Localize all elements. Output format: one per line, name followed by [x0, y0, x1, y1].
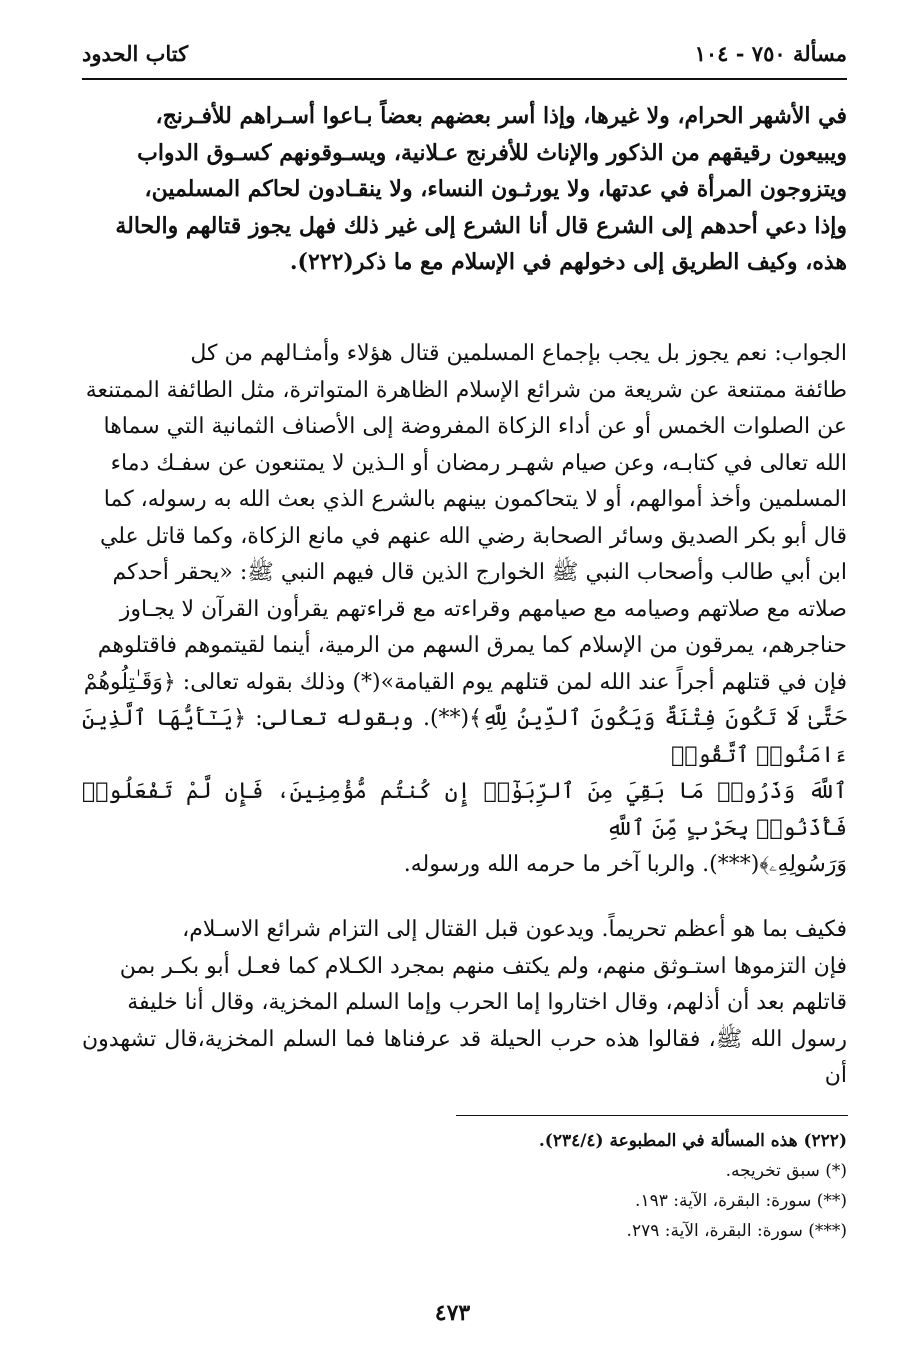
- text-line: في الأشهر الحرام، ولا غيرها، وإذا أسر بعضهم بعضاً بـاعوا أسـراهم للأفـرنج،: [155, 103, 847, 129]
- text-line: عن الصلوات الخمس أو عن أداء الزكاة المفروضة إلى الأصناف الثمانية التي سماها: [103, 414, 847, 439]
- header-issue-number: مسألة ٧٥٠ - ١٠٤: [694, 40, 847, 66]
- text-line: صلاته مع صلاتهم وصيامه مع صيامهم وقراءته مع قراءتهم يقرأون القرآن لا يجـاوز: [119, 596, 847, 622]
- text-line: المسلمين وأخذ أموالهم، أو لا يتحاكمون بينهم بالشرع الذي بعث الله به رسوله، كما: [103, 487, 847, 512]
- text-line: وَرَسُولِهِۦ﴾(***). والربا آخر ما حرمه الله ورسوله.: [403, 852, 847, 877]
- text-line: فكيف بما هو أعظم تحريماً. ويدعون قبل القتال إلى التزام شرائع الاسـلام،: [182, 917, 847, 942]
- text-line: الجواب: نعم يجوز بل يجب بإجماع المسلمين قتال هؤلاء وأمثـالهم من كل: [190, 341, 847, 366]
- footnote-item: (*) سبق تخريجه.: [725, 1161, 847, 1181]
- text-line: حناجرهم، يمرقون من الإسلام كما يمرق السهم من الرمية، أينما لقيتموهم فاقتلوهم: [97, 633, 847, 658]
- footnote-item: (**) سورة: البقرة، الآية: ١٩٣.: [635, 1191, 847, 1211]
- running-header: [82, 36, 847, 70]
- text-line: ابن أبي طالب وأصحاب النبي ﷺ الخوارج الذين قال فيهم النبي ﷺ: «يحقر أحدكم: [112, 560, 847, 585]
- text-line: ٱللَّهَ وَذَرُوا۟ مَا بَقِيَ مِنَ ٱلرِّبَوٰٓا۟ إِن كُنتُم مُّؤْمِنِينَ، فَإِن لَّمْ تَفْعَلُوا۟ فَأْذَنُوا۟ بِحَرْبٍ مِّنَ ٱللَّهِ: [82, 779, 847, 841]
- text-line: هذه، وكيف الطريق إلى دخولهم في الإسلام مع ما ذكر(٢٢٢).: [289, 249, 847, 275]
- header-divider: [82, 78, 847, 80]
- text-line: ويبيعون رقيقهم من الذكور والإناث للأفرنج عـلانية، ويسـوقونهم كسـوق الدواب: [137, 139, 847, 166]
- header-book-title: كتاب الحدود: [82, 40, 189, 66]
- text-line: حَتَّىٰ لَا تَكُونَ فِتْنَةٌ وَيَكُونَ ٱلدِّينُ لِلَّهِ﴾(**). وبقوله تعالى: ﴿يَـٰٓأَيُّهَا ٱلَّذِينَ ءَامَنُوا۟ ٱتَّقُوا۟: [82, 706, 847, 768]
- text-line: طائفة ممتنعة عن شريعة من شرائع الإسلام الظاهرة المتواترة، مثل الطائفة الممتنعة: [85, 377, 847, 403]
- text-line: رسول الله ﷺ، فقالوا هذه حرب الحيلة قد عرفناها فما السلم المخزية،قال تشهدون أن: [82, 1026, 847, 1088]
- continuation-paragraph: [82, 912, 847, 1095]
- text-line: قاتلهم بعد أن أذلهم، وقال اختاروا إما الحرب وإما السلم المخزية، وقال أنا خليفة: [127, 990, 847, 1015]
- text-line: ويتزوجون المرأة في عدتها، ولا يورثـون النساء، ولا ينقـادون لحاكم المسلمين،: [144, 176, 847, 202]
- page-number: ٤٧٣: [434, 1300, 471, 1326]
- text-line: فإن في قتلهم أجراً عند الله لمن قتلهم يوم القيامة»(*) وذلك بقوله تعالى: ﴿وَقَـٰتِلُوهُمْ: [83, 669, 847, 695]
- text-line: وإذا دعي أحدهم إلى الشرع قال أنا الشرع إلى غير ذلك فهل يجوز قتالهم والحالة: [115, 212, 847, 239]
- footnote-divider: [456, 1115, 848, 1116]
- text-line: فإن التزموها استـوثق منهم، ولم يكتف منهم بمجرد الكـلام كما فعـل أبو بكـر بمن: [119, 953, 847, 979]
- text-line: الله تعالى في كتابـه، وعن صيام شهـر رمضان أو الـذين لا يمتنعون عن سفـك دماء: [110, 450, 847, 476]
- text-line: قال أبو بكر الصديق وسائر الصحابة رضي الله عنهم في مانع الزكاة، وكما قاتل علي: [99, 523, 847, 549]
- question-paragraph: [82, 98, 847, 281]
- footnote-item: (٢٢٢) هذه المسألة في المطبوعة (٢٣٤/٤).: [538, 1131, 847, 1151]
- footnote-item: (***) سورة: البقرة، الآية: ٢٧٩.: [626, 1221, 847, 1241]
- footnotes: [100, 1126, 847, 1246]
- answer-paragraph: [82, 336, 847, 884]
